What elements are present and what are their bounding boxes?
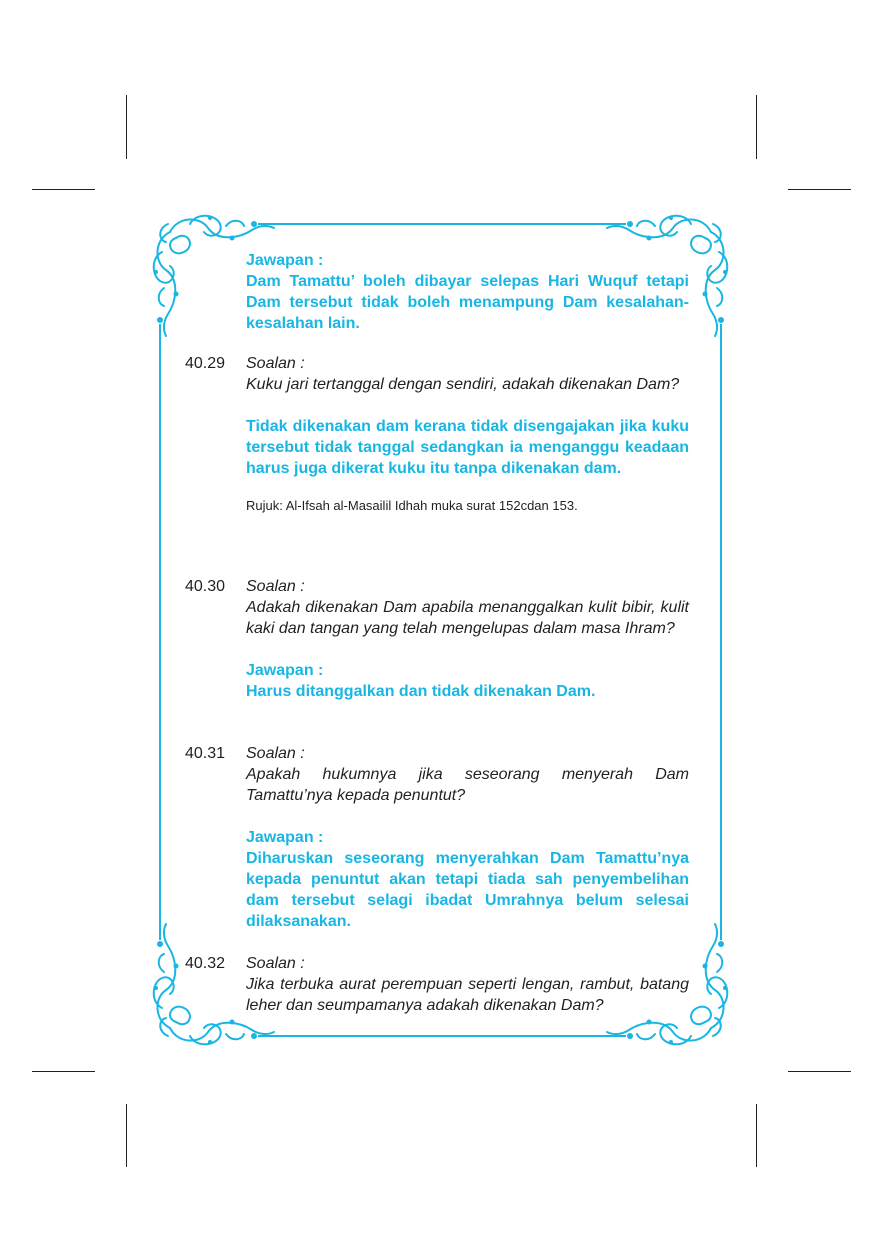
question-text: Adakah dikenakan Dam apabila menanggalkan kulit bibir, kulit kaki dan tangan yang telah mengelupas dalam masa Ihram? bbox=[246, 599, 689, 637]
question-text: Jika terbuka aurat perempuan seperti lengan, rambut, batang leher dan seumpamanya adakah dikenakan Dam? bbox=[246, 976, 689, 1014]
answer-text: Harus ditanggalkan dan tidak dikenakan Dam. bbox=[246, 683, 596, 700]
question-number: 40.32 bbox=[185, 955, 226, 972]
question-block bbox=[185, 743, 689, 932]
question-label: Soalan : bbox=[246, 745, 305, 762]
answer-block bbox=[185, 250, 689, 334]
answer-text: Diharuskan seseorang menyerahkan Dam Tamattu’nya kepada penuntut akan tetapi tiada sah penyembelihan dam tersebut selagi ibadat Umrahnya belum selesai dilaksanakan. bbox=[246, 850, 689, 930]
answer-text: Dam Tamattu’ boleh dibayar selepas Hari Wuquf tetapi Dam tersebut tidak boleh menampung Dam kesalahan-kesalahan lain. bbox=[246, 273, 689, 332]
answer-label: Jawapan : bbox=[246, 662, 324, 679]
question-label: Soalan : bbox=[246, 955, 305, 972]
question-label: Soalan : bbox=[246, 578, 305, 595]
question-block bbox=[185, 953, 689, 1016]
answer-text: Tidak dikenakan dam kerana tidak disengajakan jika kuku tersebut tidak tanggal sedangkan ia menganggu keadaan harus juga dikerat kuku itu tanpa dikenakan dam. bbox=[246, 418, 689, 477]
question-block bbox=[185, 353, 689, 515]
reference-note: Rujuk: Al-Ifsah al-Masailil Idhah muka surat 152cdan 153. bbox=[246, 498, 578, 513]
question-label: Soalan : bbox=[246, 355, 305, 372]
question-text: Apakah hukumnya jika seseorang menyerah Dam Tamattu’nya kepada penuntut? bbox=[246, 766, 689, 804]
answer-label: Jawapan : bbox=[246, 829, 324, 846]
question-number: 40.29 bbox=[185, 355, 226, 372]
question-number: 40.30 bbox=[185, 578, 226, 595]
question-number: 40.31 bbox=[185, 745, 226, 762]
answer-label: Jawapan : bbox=[246, 252, 324, 269]
question-text: Kuku jari tertanggal dengan sendiri, adakah dikenakan Dam? bbox=[246, 376, 680, 393]
question-block bbox=[185, 576, 689, 702]
